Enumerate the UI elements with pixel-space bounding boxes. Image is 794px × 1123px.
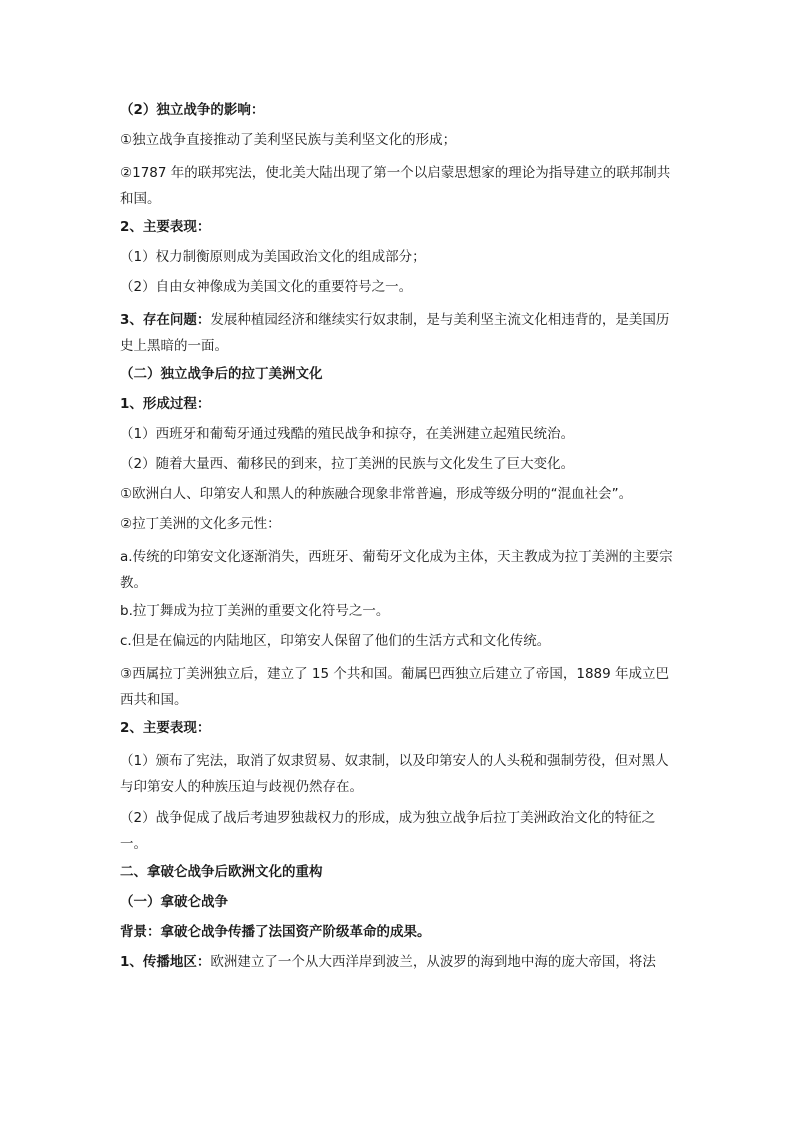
paragraph-line: （1）权力制衡原则成为美国政治文化的组成部分；: [120, 249, 426, 265]
paragraph-line: （1）西班牙和葡萄牙通过残酷的殖民战争和掠夺，在美洲建立起殖民统治。: [120, 426, 575, 442]
inline-text: 欧洲建立了一个从大西洋岸到波兰，从波罗的海到地中海的庞大帝国，将法: [210, 954, 656, 970]
heading-formation-process: 1、形成过程：: [120, 396, 211, 412]
inline-text: 发展种植园经济和继续实行奴隶制，是与美利坚主流文化相违背的，是美国历史上黑暗的一面。: [120, 312, 670, 354]
inline-label: 3、存在问题：: [120, 312, 211, 328]
paragraph-line: b.拉丁舞成为拉丁美洲的重要文化符号之一。: [120, 603, 390, 619]
paragraph-line: ③西属拉丁美洲独立后，建立了 15 个共和国。葡属巴西独立后建立了帝国，1889 年成立巴西共和国。: [120, 666, 670, 708]
paragraph-line: a.传统的印第安文化逐渐消失，西班牙、葡萄牙文化成为主体，天主教成为拉丁美洲的主要宗教。: [120, 549, 673, 591]
paragraph-line: （2）战争促成了战后考迪罗独裁权力的形成，成为独立战争后拉丁美洲政治文化的特征之一。: [120, 810, 656, 852]
paragraph-line: （2）自由女神像成为美国文化的重要符号之一。: [120, 279, 413, 295]
paragraph-line: ①欧洲白人、印第安人和黑人的种族融合现象非常普遍，形成等级分明的“混血社会”。: [120, 486, 633, 502]
paragraph-spread-region: [120, 952, 680, 972]
heading-latin-america-culture: （二）独立战争后的拉丁美洲文化: [120, 366, 323, 382]
document-page: [120, 100, 680, 982]
heading-main-performance: 2、主要表现：: [120, 219, 211, 235]
paragraph-line: （2）随着大量西、葡移民的到来，拉丁美洲的民族与文化发生了巨大变化。: [120, 456, 575, 472]
paragraph-background: 背景：拿破仑战争传播了法国资产阶级革命的成果。: [120, 924, 431, 940]
heading-independence-war-influence: （2）独立战争的影响：: [120, 102, 265, 118]
inline-label: 1、传播地区：: [120, 954, 211, 970]
heading-main-performance-2: 2、主要表现：: [120, 720, 211, 736]
paragraph-line: ①独立战争直接推动了美利坚民族与美利坚文化的形成；: [120, 132, 457, 148]
paragraph-line: c.但是在偏远的内陆地区，印第安人保留了他们的生活方式和文化传统。: [120, 633, 551, 649]
paragraph-line: （1）颁布了宪法，取消了奴隶贸易、奴隶制，以及印第安人的人头税和强制劳役，但对黑人与印第安人的种族压迫与歧视仍然存在。: [120, 753, 669, 795]
heading-napoleonic-wars-europe: 二、拿破仑战争后欧洲文化的重构: [120, 864, 323, 880]
heading-napoleonic-wars: （一）拿破仑战争: [120, 894, 228, 910]
paragraph-line: ②拉丁美洲的文化多元性：: [120, 516, 281, 532]
paragraph-line: ②1787 年的联邦宪法，使北美大陆出现了第一个以启蒙思想家的理论为指导建立的联邦制共和国。: [120, 165, 671, 207]
paragraph-existing-problems: [120, 307, 680, 359]
